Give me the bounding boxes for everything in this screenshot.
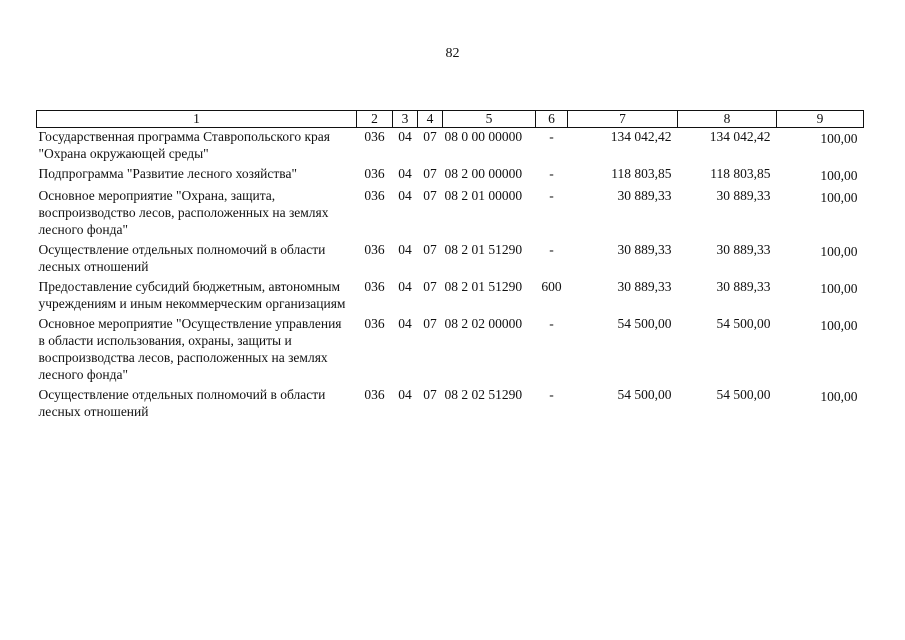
row-name: Предоставление субсидий бюджетным, автономным учреждениям и иным некоммерческим организациям	[38, 279, 346, 311]
cell-subsection: 07	[423, 387, 437, 402]
column-header: 6	[536, 111, 568, 128]
cell-amount-executed: 30 889,33	[716, 242, 771, 257]
cell-expense-type: -	[549, 316, 554, 331]
budget-table	[36, 110, 864, 423]
column-header: 4	[418, 111, 443, 128]
table-row	[37, 278, 864, 315]
cell-target-article: 08 0 00 00000	[444, 129, 523, 144]
cell-percent: 100,00	[820, 168, 858, 183]
cell-percent: 100,00	[820, 244, 858, 259]
cell-amount-planned: 30 889,33	[617, 279, 672, 294]
cell-percent: 100,00	[820, 190, 858, 205]
cell-section: 04	[398, 129, 412, 144]
column-header: 7	[568, 111, 678, 128]
row-name: Основное мероприятие "Охрана, защита, воспроизводство лесов, расположенных на землях лесного фонда"	[38, 188, 329, 237]
table-row	[37, 187, 864, 241]
cell-section: 04	[398, 166, 412, 181]
cell-subsection: 07	[423, 188, 437, 203]
cell-ministry: 036	[364, 279, 385, 294]
cell-amount-executed: 30 889,33	[716, 188, 771, 203]
cell-amount-planned: 30 889,33	[617, 242, 672, 257]
table-row	[37, 128, 864, 166]
cell-percent: 100,00	[820, 389, 858, 404]
cell-expense-type: -	[549, 387, 554, 402]
cell-ministry: 036	[364, 387, 385, 402]
header-row	[37, 111, 864, 128]
column-header: 2	[357, 111, 393, 128]
column-header: 9	[777, 111, 864, 128]
row-name: Осуществление отдельных полномочий в области лесных отношений	[38, 242, 326, 274]
cell-expense-type: -	[549, 242, 554, 257]
cell-target-article: 08 2 00 00000	[444, 166, 523, 181]
cell-ministry: 036	[364, 188, 385, 203]
page-number: 82	[445, 46, 460, 61]
cell-amount-executed: 134 042,42	[709, 129, 771, 144]
row-name: Осуществление отдельных полномочий в области лесных отношений	[38, 387, 326, 419]
cell-subsection: 07	[423, 316, 437, 331]
cell-expense-type: -	[549, 129, 554, 144]
cell-amount-planned: 54 500,00	[617, 387, 672, 402]
cell-amount-planned: 118 803,85	[611, 166, 672, 181]
column-header: 3	[393, 111, 418, 128]
cell-ministry: 036	[364, 166, 385, 181]
cell-percent: 100,00	[820, 318, 858, 333]
cell-subsection: 07	[423, 129, 437, 144]
row-name: Государственная программа Ставропольского края "Охрана окружающей среды"	[38, 129, 330, 161]
table-row	[37, 165, 864, 187]
cell-expense-type: -	[549, 188, 554, 203]
column-header: 5	[443, 111, 536, 128]
cell-amount-planned: 54 500,00	[617, 316, 672, 331]
column-header: 1	[37, 111, 357, 128]
table-row	[37, 241, 864, 278]
cell-section: 04	[398, 316, 412, 331]
cell-amount-executed: 54 500,00	[716, 387, 771, 402]
cell-percent: 100,00	[820, 131, 858, 146]
cell-section: 04	[398, 387, 412, 402]
cell-amount-planned: 134 042,42	[610, 129, 672, 144]
cell-expense-type: 600	[541, 279, 562, 294]
row-name: Подпрограмма "Развитие лесного хозяйства"	[38, 166, 297, 181]
cell-ministry: 036	[364, 129, 385, 144]
cell-subsection: 07	[423, 242, 437, 257]
row-name: Основное мероприятие "Осуществление управления в области использования, охраны, защиты и воспроизводства лесов, расположенных на землях лесного фонда"	[38, 316, 342, 382]
cell-target-article: 08 2 01 00000	[444, 188, 523, 203]
cell-subsection: 07	[423, 166, 437, 181]
cell-subsection: 07	[423, 279, 437, 294]
cell-target-article: 08 2 01 51290	[444, 279, 523, 294]
cell-percent: 100,00	[820, 281, 858, 296]
cell-amount-executed: 30 889,33	[716, 279, 771, 294]
cell-section: 04	[398, 242, 412, 257]
cell-ministry: 036	[364, 242, 385, 257]
cell-ministry: 036	[364, 316, 385, 331]
cell-target-article: 08 2 02 51290	[444, 387, 523, 402]
column-header: 8	[678, 111, 777, 128]
table-row	[37, 386, 864, 423]
cell-amount-planned: 30 889,33	[617, 188, 672, 203]
cell-amount-executed: 118 803,85	[710, 166, 771, 181]
cell-amount-executed: 54 500,00	[716, 316, 771, 331]
cell-target-article: 08 2 01 51290	[444, 242, 523, 257]
cell-section: 04	[398, 188, 412, 203]
cell-target-article: 08 2 02 00000	[444, 316, 523, 331]
cell-expense-type: -	[549, 166, 554, 181]
cell-section: 04	[398, 279, 412, 294]
table-row	[37, 315, 864, 386]
